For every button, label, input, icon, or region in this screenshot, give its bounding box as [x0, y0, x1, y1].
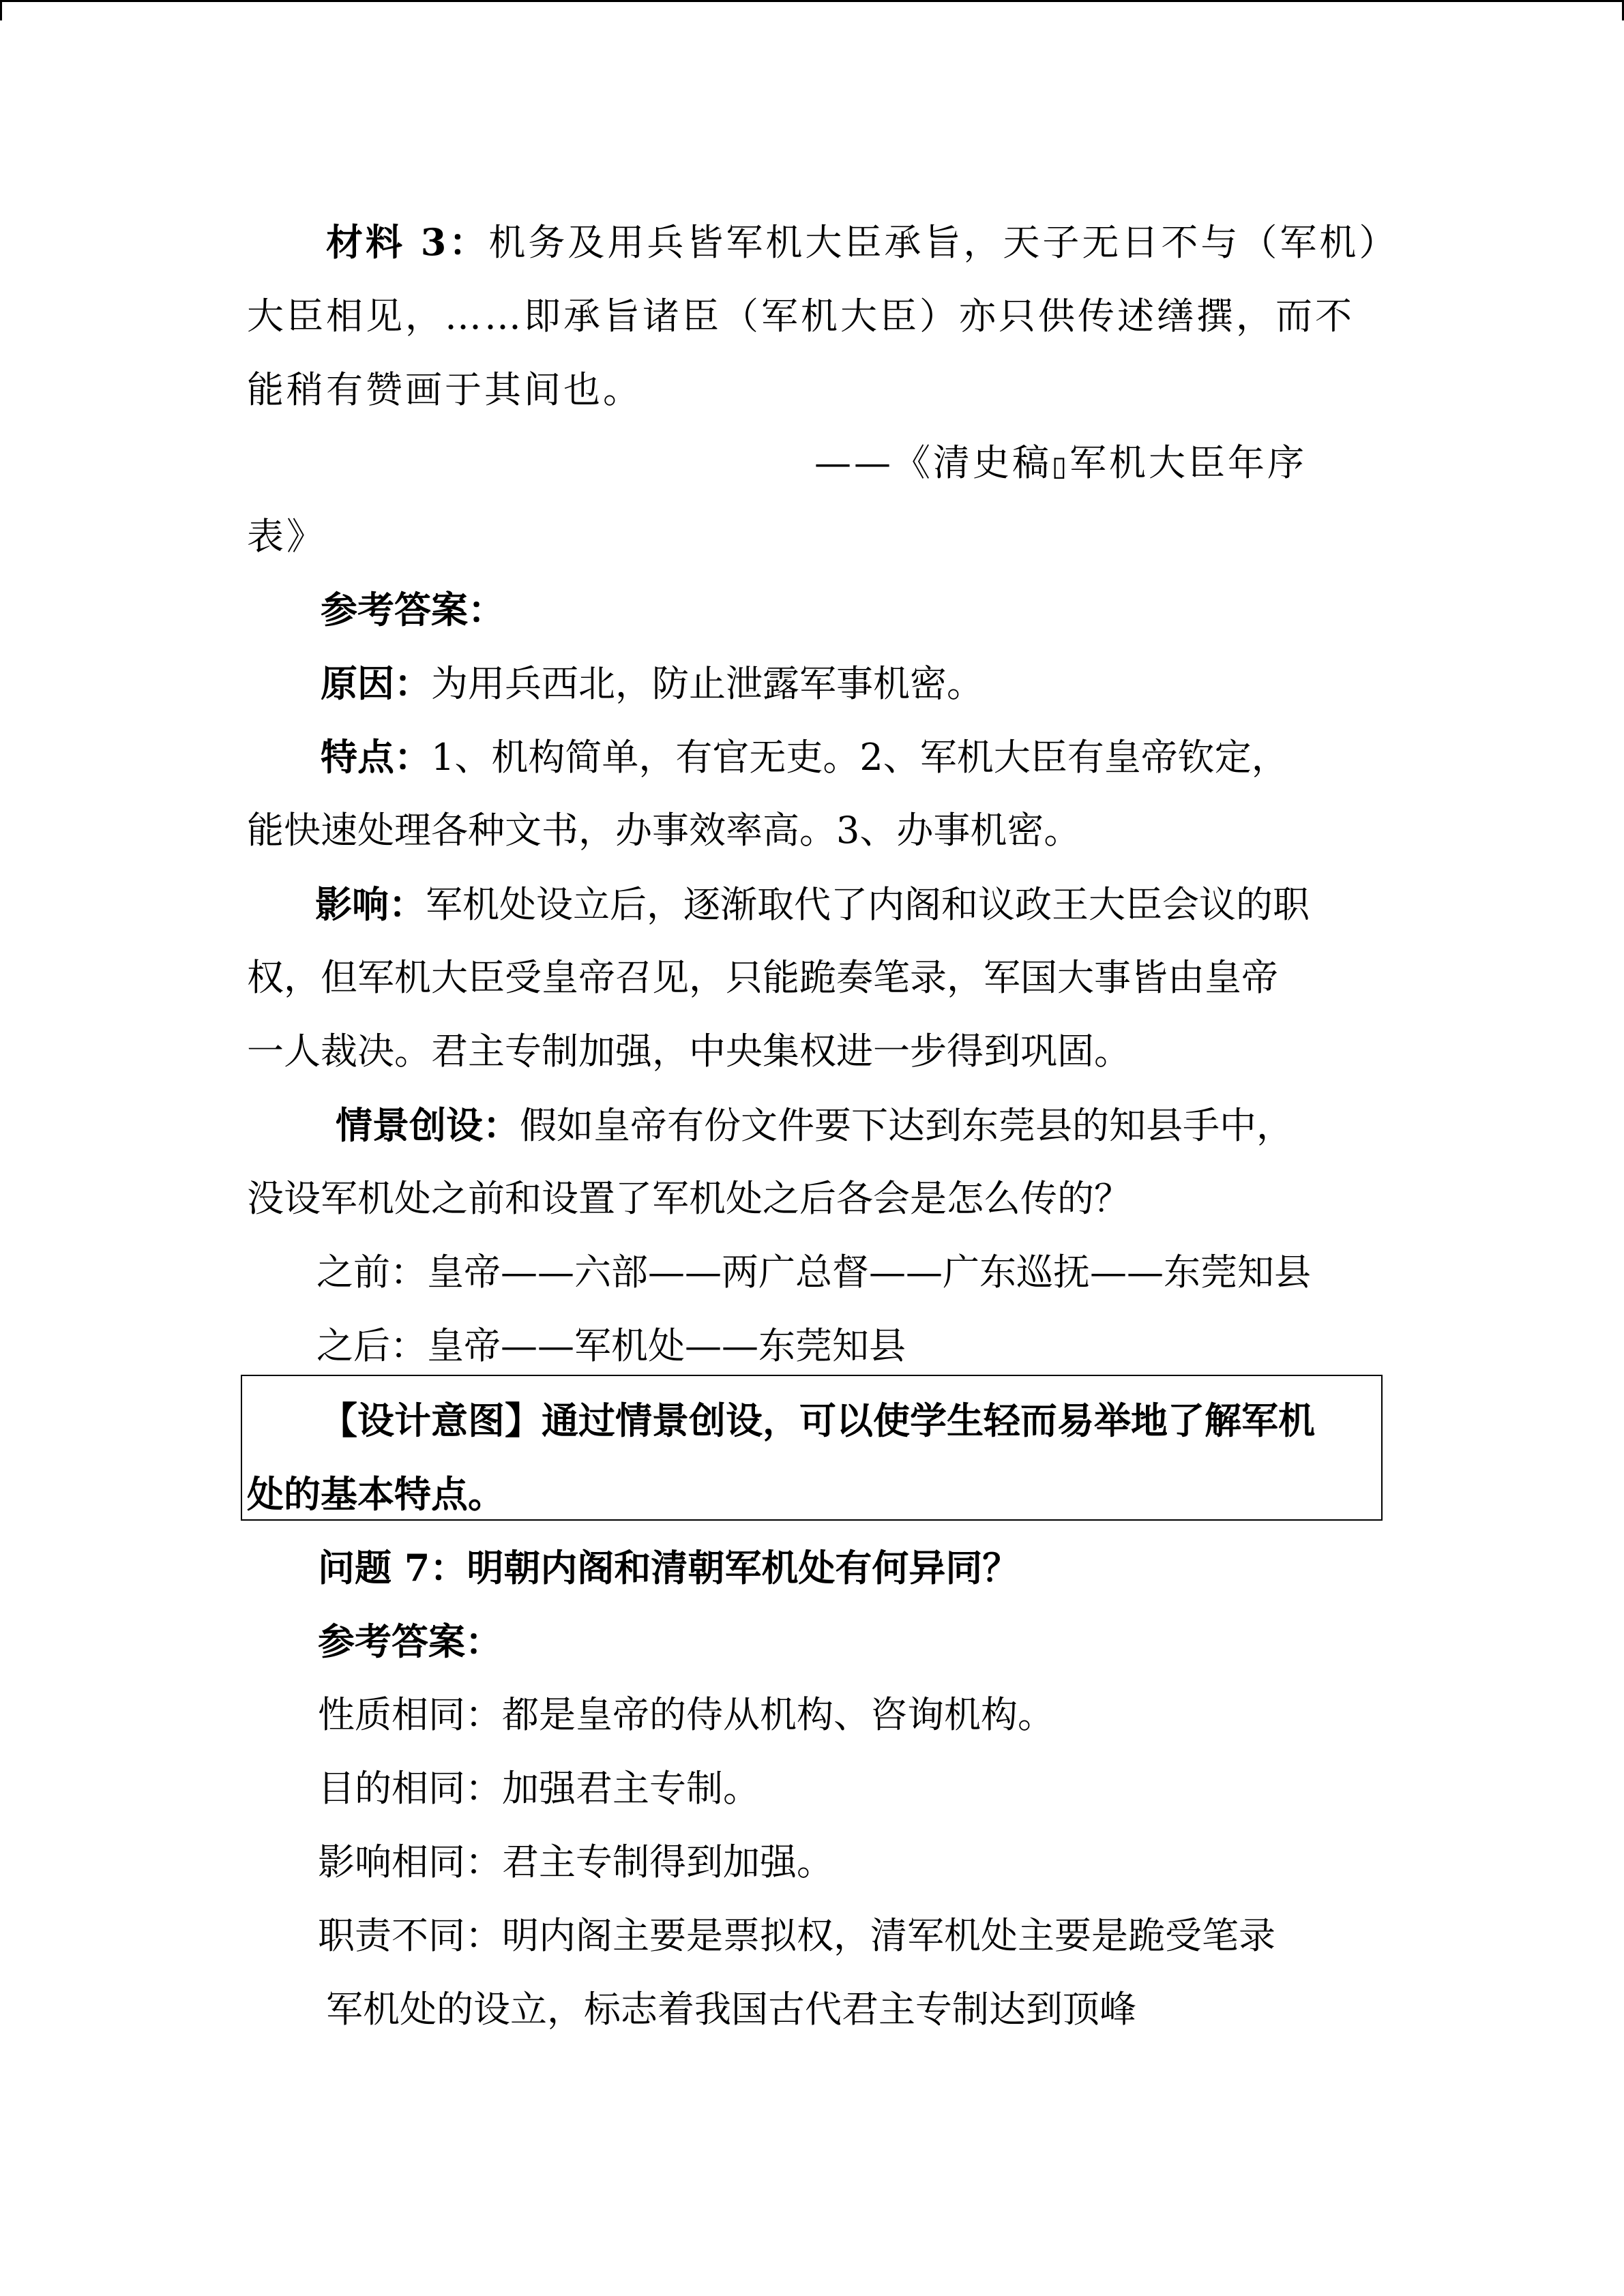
material3-source-part2: 军机大臣年序: [1069, 441, 1308, 484]
material3-text1: 机务及用兵皆军机大臣承旨，天子无日不与（军机）: [488, 221, 1399, 264]
material3-label: 材料 3：: [326, 220, 489, 264]
material3-source-end: 表》: [247, 515, 326, 558]
answer1-heading: 参考答案：: [321, 588, 505, 631]
material3-line1: [326, 220, 1399, 264]
reason-text: 为用兵西北，防止泄露军事机密。: [431, 662, 984, 705]
question7-item-duty: 职责不同：明内阁主要是票拟权，清军机处主要是跪受笔录: [318, 1914, 1275, 1957]
question7-conclusion: 军机处的设立，标志着我国古代君主专制达到顶峰: [326, 1988, 1136, 2031]
answer1-features-line1: [321, 735, 1288, 779]
question7-title: 问题 7：明朝内阁和清朝军机处有何异同？: [318, 1546, 1020, 1590]
impact-label: 影响：: [315, 882, 426, 926]
page-left-corner-mark: [0, 0, 2, 20]
answer1-features-line2: 能快速处理各种文书，办事效率高。3、办事机密。: [247, 809, 1081, 852]
answer1-impact-line3: 一人裁决。君主专制加强，中央集权进一步得到巩固。: [247, 1030, 1131, 1073]
question7-heading: 参考答案：: [318, 1620, 502, 1663]
scenario-label: 情景创设：: [336, 1103, 520, 1147]
question7-item-purpose: 目的相同：加强君主专制。: [318, 1767, 760, 1810]
design-intent-line2: 处的基本特点。: [247, 1472, 505, 1516]
scenario-line1: [336, 1103, 1293, 1147]
answer1-reason: [321, 661, 984, 705]
features-text1: 1、机构简单，有官无吏。2、军机大臣有皇帝钦定，: [431, 736, 1288, 779]
material3-line3: 能稍有赞画于其间也。: [247, 368, 643, 411]
material3-source: [814, 441, 1308, 484]
question7-item-impact: 影响相同：君主专制得到加强。: [318, 1840, 833, 1883]
reason-label: 原因：: [321, 661, 431, 705]
features-label: 特点：: [321, 735, 431, 779]
material3-source-missing-glyph: ▯: [1052, 451, 1070, 482]
question7-item-nature: 性质相同：都是皇帝的侍从机构、咨询机构。: [318, 1693, 1054, 1736]
impact-text1: 军机处设立后，逐渐取代了内阁和议政王大臣会议的职: [426, 883, 1310, 926]
material3-line2: 大臣相见，……即承旨诸臣（军机大臣）亦只供传述缮撰，而不: [247, 295, 1355, 338]
design-intent-line1: 【设计意图】通过情景创设，可以使学生轻而易举地了解军机: [321, 1399, 1315, 1442]
scenario-text1: 假如皇帝有份文件要下达到东莞县的知县手中，: [520, 1104, 1293, 1147]
answer1-impact-line1: [315, 882, 1310, 926]
scenario-after: 之后：皇帝——军机处——东莞知县: [316, 1324, 906, 1367]
page-top-border: [0, 0, 1624, 2]
scenario-before: 之前：皇帝——六部——两广总督——广东巡抚——东莞知县: [316, 1251, 1311, 1294]
answer1-impact-line2: 权，但军机大臣受皇帝召见，只能跪奏笔录，军国大事皆由皇帝: [247, 956, 1278, 999]
material3-source-part1: ——《清史稿: [814, 441, 1052, 484]
scenario-line2: 没设军机处之前和设置了军机处之后各会是怎么传的？: [247, 1177, 1131, 1220]
